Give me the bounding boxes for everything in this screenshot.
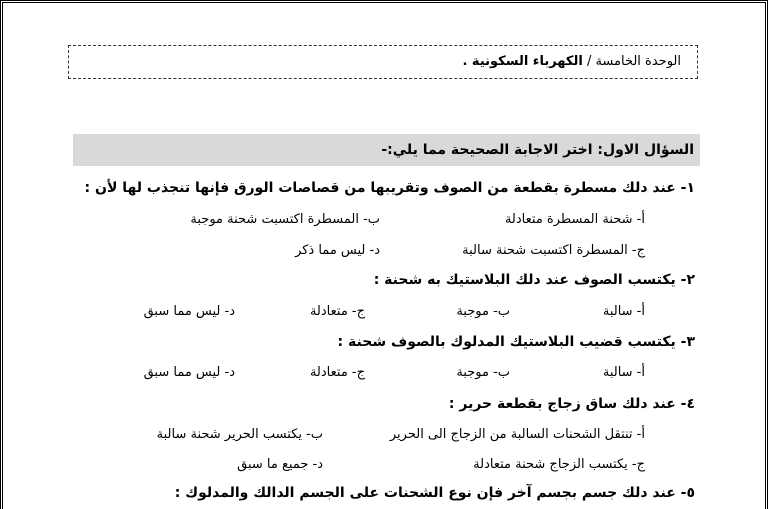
q1-option-d[interactable]: د- ليس مما ذكر [295, 243, 380, 258]
question-4: ٤- عند دلك ساق زجاج بقطعة حرير : [448, 396, 695, 412]
q3-option-d[interactable]: د- ليس مما سبق [143, 365, 235, 380]
q2-option-c[interactable]: ج- متعادلة [309, 304, 365, 319]
q1-option-a[interactable]: أ- شحنة المسطرة متعادلة [504, 212, 645, 227]
question-2: ٢- يكتسب الصوف عند دلك البلاستيك به شحنة : [373, 272, 695, 288]
q3-option-b[interactable]: ب- موجبة [456, 365, 510, 380]
q4-option-a[interactable]: أ- تنتقل الشحنات السالبة من الزجاج الى الحرير [389, 427, 645, 442]
q3-option-a[interactable]: أ- سالبة [602, 365, 645, 380]
q4-option-d[interactable]: د- جميع ما سبق [237, 457, 323, 472]
q3-option-c[interactable]: ج- متعادلة [309, 365, 365, 380]
question-3: ٣- يكتسب قضيب البلاستيك المدلوك بالصوف شحنة : [337, 334, 695, 350]
unit-title: الكهرباء السكونية . [462, 54, 583, 69]
q1-option-b[interactable]: ب- المسطرة اكتسبت شحنة موجبة [190, 212, 380, 227]
question-5: ٥- عند دلك جسم بجسم آخر فإن نوع الشحنات على الجسم الدالك والمدلوك : [174, 485, 695, 501]
question-1: ١- عند دلك مسطرة بقطعة من الصوف وتقريبها من قصاصات الورق فإنها تنجذب لها لأن : [84, 180, 695, 196]
q4-option-c[interactable]: ج- يكتسب الزجاج شحنة متعادلة [473, 457, 645, 472]
unit-title-box [68, 45, 698, 79]
unit-prefix: الوحدة الخامسة / [586, 54, 681, 69]
q2-option-b[interactable]: ب- موجبة [456, 304, 510, 319]
q4-option-b[interactable]: ب- يكتسب الحرير شحنة سالبة [156, 427, 323, 442]
q2-option-d[interactable]: د- ليس مما سبق [143, 304, 235, 319]
section-title: السؤال الاول: اختر الاجابة الصحيحة مما يلي:- [73, 134, 700, 166]
q2-option-a[interactable]: أ- سالبة [602, 304, 645, 319]
q1-option-c[interactable]: ج- المسطرة اكتسبت شحنة سالبة [462, 243, 645, 258]
